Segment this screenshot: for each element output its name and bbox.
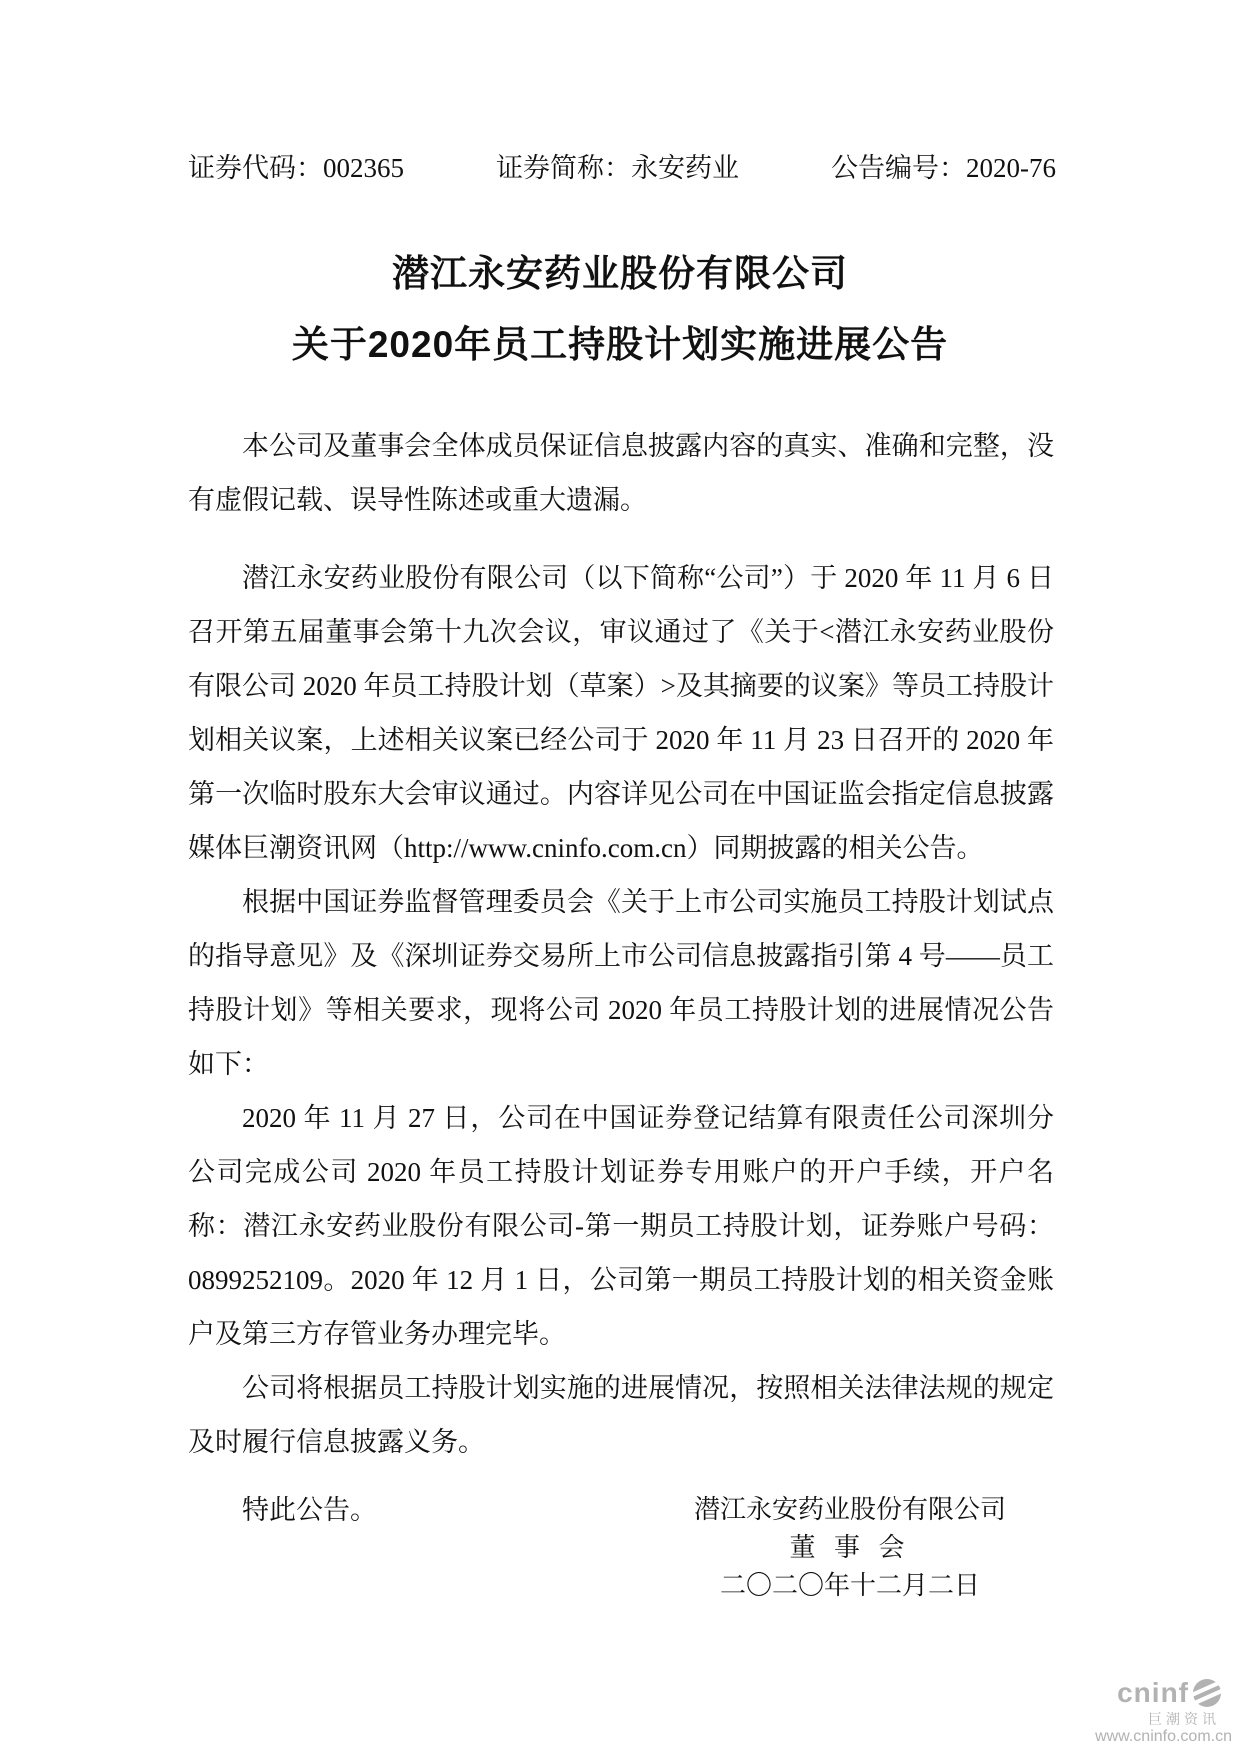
announcement-number: 公告编号：2020-76 (831, 153, 1056, 183)
signature-board: 董 事 会 (789, 1533, 911, 1562)
doc-header (188, 148, 1056, 188)
signature-block (600, 1491, 1100, 1605)
cninfo-logo-text: cninf (1117, 1677, 1189, 1708)
stock-short-name: 证券简称：永安药业 (496, 153, 739, 183)
signature-date: 二〇二〇年十二月二日 (719, 1571, 980, 1600)
cninfo-url: www.cninfo.com.cn (1095, 1728, 1232, 1745)
closing-line: 特此公告。 (242, 1495, 377, 1525)
stock-code: 证券代码：002365 (188, 153, 404, 183)
signature-company: 潜江永安药业股份有限公司 (693, 1495, 1006, 1524)
body-paragraph-disclosure-commitment: 公司将根据员工持股计划实施的进展情况，按照相关法律法规的规定及时履行信息披露义务。 (188, 1373, 1054, 1457)
cninfo-watermark (1002, 1678, 1232, 1745)
document-body (188, 419, 1054, 1537)
body-paragraph-meeting: 潜江永安药业股份有限公司（以下简称“公司”）于 2020 年 11 月 6 日召开第五届董事会第十九次会议，审议通过了《关于<潜江永安药业股份有限公司 2020 年员工持股计划（草案）>及其摘要的议案》等员工持股计划相关议案，上述相关议案已经公司于 2020 年 11 月 23 日召开的 2020 年第一次临时股东大会审议通过。内容详见公司在中国证监会指定信息披露媒体巨潮资讯网（http://www.cninfo.com.cn）同期披露的相关公告。 (188, 563, 1054, 863)
cninfo-brand-cn: 巨潮资讯 (1148, 1711, 1220, 1727)
announcement-title: 关于2020年员工持股计划实施进展公告 (291, 324, 949, 365)
body-paragraph-regulations: 根据中国证券监督管理委员会《关于上市公司实施员工持股计划试点的指导意见》及《深圳证券交易所上市公司信息披露指引第 4 号——员工持股计划》等相关要求，现将公司 2020 年员工持股计划的进展情况公告如下： (188, 887, 1054, 1079)
body-paragraph-account-opening: 2020 年 11 月 27 日，公司在中国证券登记结算有限责任公司深圳分公司完成公司 2020 年员工持股计划证券专用账户的开户手续，开户名称：潜江永安药业股份有限公司-第一期员工持股计划，证券账户号码：0899252109。2020 年 12 月 1 日，公司第一期员工持股计划的相关资金账户及第三方存管业务办理完毕。 (188, 1103, 1054, 1349)
cninfo-logo-row (1002, 1678, 1222, 1708)
declaration-paragraph: 本公司及董事会全体成员保证信息披露内容的真实、准确和完整，没有虚假记载、误导性陈述或重大遗漏。 (188, 431, 1054, 515)
company-title: 潜江永安药业股份有限公司 (392, 253, 848, 294)
cninfo-swirl-icon (1192, 1678, 1222, 1708)
